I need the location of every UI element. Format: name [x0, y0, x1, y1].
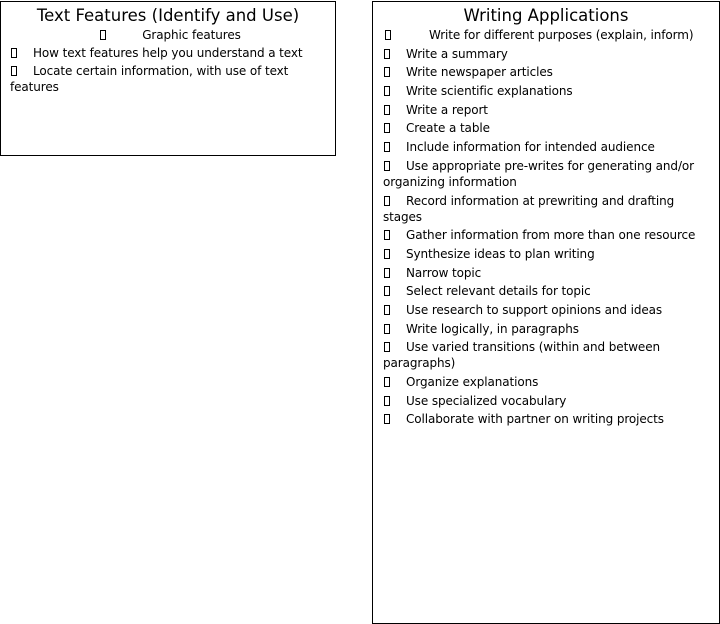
text-features-title: Text Features (Identify and Use): [36, 6, 300, 25]
checkbox-icon: [384, 67, 390, 77]
list-item-label: Collaborate with partner on writing projects: [406, 412, 664, 427]
checkbox-icon: [384, 396, 390, 406]
list-item-label: Synthesize ideas to plan writing: [406, 246, 595, 261]
list-item-label: Graphic features: [142, 28, 241, 42]
list-item-label: Include information for intended audience: [406, 140, 655, 155]
list-item: [383, 158, 715, 190]
list-item-label: Use varied transitions (within and between paragraphs): [383, 340, 660, 371]
writing-applications-panel: [372, 1, 720, 624]
list-item-label: Write newspaper articles: [406, 65, 553, 80]
list-item: [383, 283, 715, 299]
list-item-label: Use specialized vocabulary: [406, 393, 567, 408]
list-item-label: Write logically, in paragraphs: [406, 321, 579, 336]
list-item-label: Write for different purposes (explain, inform): [429, 28, 694, 42]
writing-applications-title: Writing Applications: [463, 6, 629, 25]
list-item: [383, 246, 715, 262]
list-item-label: Gather information from more than one resource: [406, 228, 696, 243]
list-item: [10, 45, 331, 61]
checkbox-icon: [384, 86, 390, 96]
list-item: [383, 302, 715, 318]
list-item-label: Locate certain information, with use of text features: [10, 64, 289, 95]
list-item: [10, 27, 331, 43]
list-item: [383, 227, 715, 243]
checkbox-icon: [384, 268, 390, 278]
text-features-list: [1, 27, 335, 95]
list-item-label: How text features help you understand a text: [33, 46, 303, 61]
list-item: [383, 46, 715, 62]
checkbox-icon: [11, 66, 17, 76]
list-item: [383, 27, 715, 43]
checkbox-icon: [384, 49, 390, 59]
list-item-label: Create a table: [406, 121, 490, 136]
list-item-label: Organize explanations: [406, 375, 539, 389]
checkbox-icon: [384, 161, 390, 171]
list-item: [383, 193, 715, 225]
checkbox-icon: [384, 377, 390, 387]
checkbox-icon: [384, 324, 390, 334]
checkbox-icon: [384, 230, 390, 240]
list-item-label: Write scientific explanations: [406, 84, 573, 99]
list-item-label: Use research to support opinions and ideas: [406, 302, 663, 317]
checkbox-icon: [384, 105, 390, 115]
list-item-label: Select relevant details for topic: [406, 284, 591, 299]
checkbox-icon: [384, 196, 390, 206]
checkbox-icon: [100, 30, 106, 40]
list-item: [383, 321, 715, 337]
checkbox-icon: [384, 305, 390, 315]
list-item: [383, 120, 715, 136]
checkbox-icon: [384, 249, 390, 259]
list-item: [10, 63, 331, 95]
list-item: [383, 374, 715, 390]
checkbox-icon: [384, 342, 390, 352]
list-item: [383, 83, 715, 99]
list-item-label: Write a report: [406, 102, 488, 117]
list-item-label: Use appropriate pre-writes for generating and/or organizing information: [383, 158, 694, 189]
list-item-label: Record information at prewriting and drafting stages: [383, 193, 675, 224]
list-item: [383, 265, 715, 281]
checkbox-icon: [384, 123, 390, 133]
list-item: [383, 102, 715, 118]
checkbox-icon: [385, 30, 391, 40]
list-item: [383, 411, 715, 427]
list-item: [383, 139, 715, 155]
checkbox-icon: [384, 414, 390, 424]
list-item: [383, 339, 715, 371]
list-item: [383, 393, 715, 409]
list-item-label: Narrow topic: [406, 265, 482, 280]
checkbox-icon: [384, 142, 390, 152]
list-item: [383, 64, 715, 80]
checkbox-icon: [384, 286, 390, 296]
list-item-label: Write a summary: [406, 46, 508, 61]
writing-applications-list: [373, 27, 719, 427]
text-features-panel: [0, 1, 336, 156]
checkbox-icon: [11, 48, 17, 58]
